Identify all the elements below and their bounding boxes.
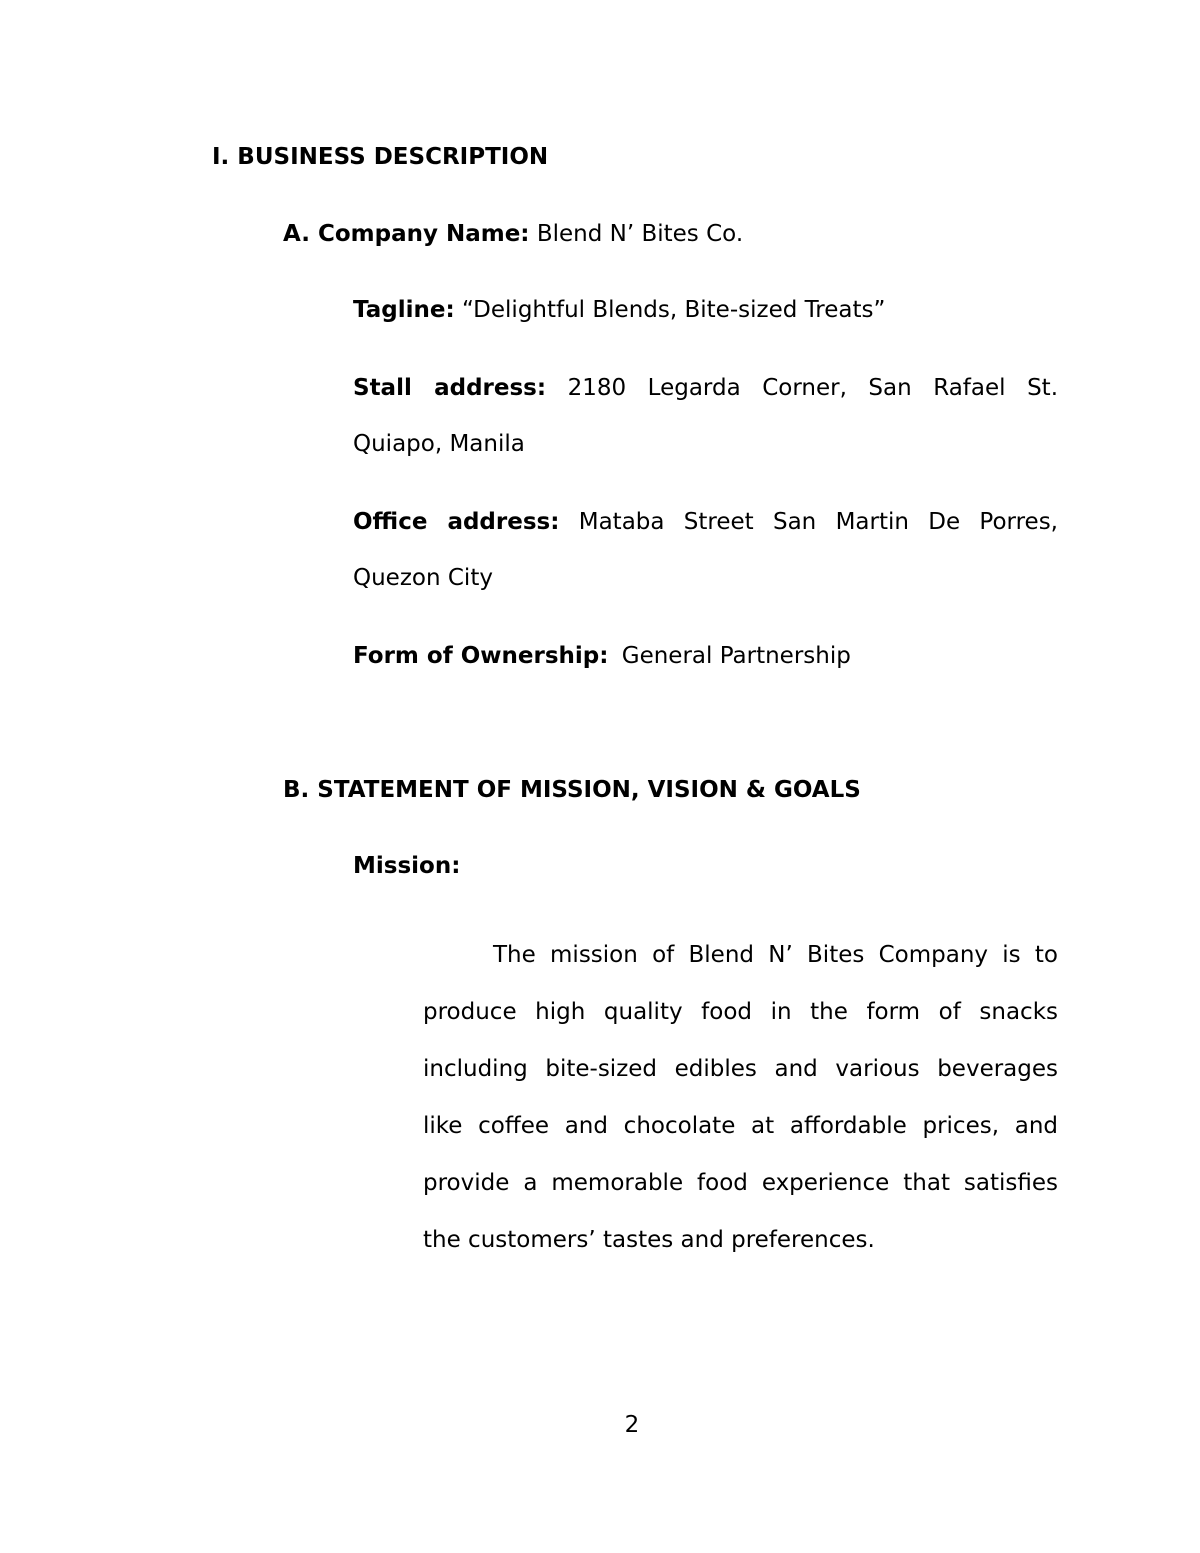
mission-line: the customers’ tastes and preferences. xyxy=(423,1227,875,1253)
ownership-row xyxy=(353,641,851,671)
mission-line: provide a memorable food experience that satisfies xyxy=(423,1170,1058,1196)
office-address-label: Office address: xyxy=(353,509,560,535)
ownership-value: General Partnership xyxy=(621,643,851,669)
office-address-row xyxy=(353,507,1058,537)
tagline-value: “Delightful Blends, Bite-sized Treats” xyxy=(461,297,886,323)
page-number: 2 xyxy=(624,1412,640,1438)
tagline-label: Tagline: xyxy=(353,297,455,323)
stall-address-value-line1: 2180 Legarda Corner, San Rafael St. xyxy=(567,375,1059,401)
mission-line: The mission of Blend N’ Bites Company is to xyxy=(493,942,1058,968)
office-address-value-line1: Mataba Street San Martin De Porres, xyxy=(578,509,1058,535)
company-name-label: A. Company Name: xyxy=(283,221,530,247)
mission-paragraph xyxy=(423,927,1058,1269)
stall-address-value-line2: Quiapo, Manila xyxy=(353,431,525,457)
tagline-row xyxy=(353,295,885,325)
mission-line: including bite-sized edibles and various beverages xyxy=(423,1056,1058,1082)
mission-line: produce high quality food in the form of snacks xyxy=(423,999,1058,1025)
company-name-row xyxy=(283,219,743,249)
mission-line: like coffee and chocolate at affordable prices, and xyxy=(423,1113,1058,1139)
stall-address-row xyxy=(353,373,1058,403)
office-address-value-line2: Quezon City xyxy=(353,565,493,591)
mission-label: Mission: xyxy=(353,853,461,879)
section-heading: I. BUSINESS DESCRIPTION xyxy=(212,144,549,170)
ownership-label: Form of Ownership: xyxy=(353,643,609,669)
statement-heading: B. STATEMENT OF MISSION, VISION & GOALS xyxy=(283,777,861,803)
company-name-value: Blend N’ Bites Co. xyxy=(536,221,744,247)
stall-address-label: Stall address: xyxy=(353,375,547,401)
